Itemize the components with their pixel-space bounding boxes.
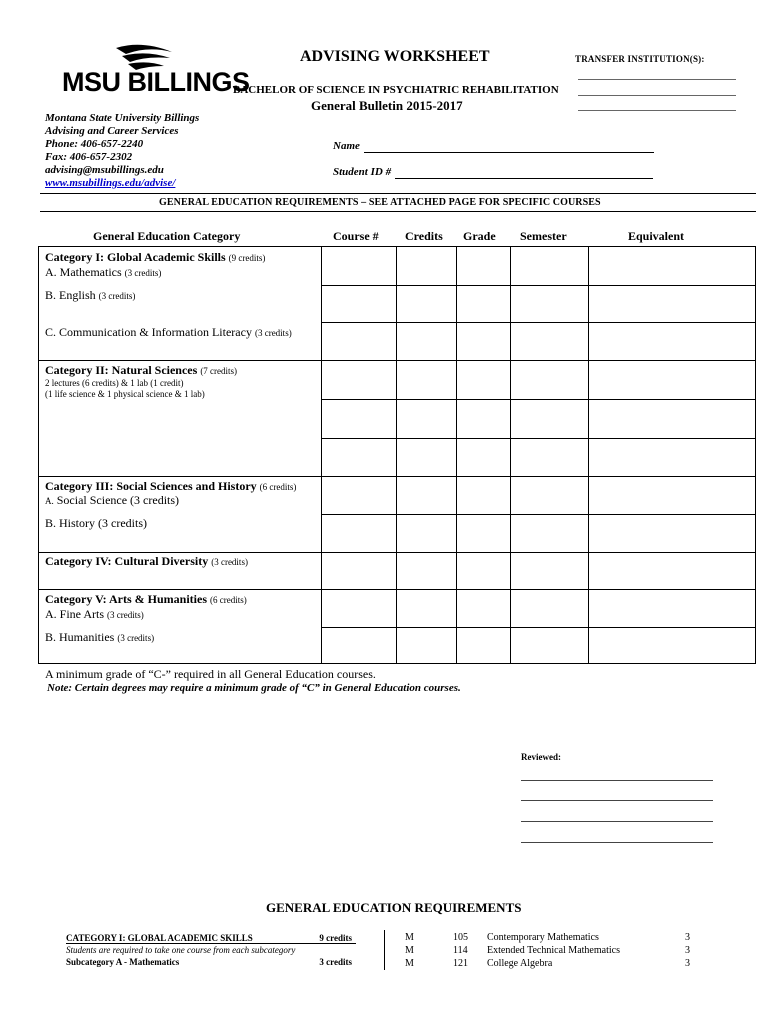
degree-subtitle: BACHELOR OF SCIENCE IN PSYCHIATRIC REHABILITATION: [233, 84, 559, 96]
category-1-a: A. Mathematics (3 credits): [45, 265, 162, 279]
gen-ed-table: [38, 246, 756, 664]
table-col-divider: [456, 247, 457, 663]
col-course: Course #: [333, 229, 379, 243]
contact-university: Montana State University Billings: [45, 112, 200, 124]
reviewed-signature-line[interactable]: [521, 800, 713, 801]
table-col-divider: [588, 247, 589, 663]
col-category: General Education Category: [93, 229, 241, 243]
student-id-row: [333, 166, 653, 179]
category-3-a: A. Social Science (3 credits): [45, 493, 180, 507]
category-1-title: Category I: Global Academic Skills (9 credits): [45, 250, 266, 264]
col-equivalent: Equivalent: [628, 229, 685, 243]
subcategory-a-header: Subcategory A - Mathematics 3 credits: [66, 957, 352, 967]
category-2-detail: (1 life science & 1 physical science & 1 lab): [45, 389, 205, 399]
category-4-title: Category IV: Cultural Diversity (3 credits): [45, 554, 248, 568]
table-row-divider: [321, 322, 755, 323]
category-3-b: B. History (3 credits): [45, 516, 147, 530]
category-1-c: C. Communication & Information Literacy (3 credits): [45, 325, 292, 339]
header-divider: [40, 193, 756, 194]
category-1-instruction: Students are required to take one course from each subcategory: [66, 945, 296, 955]
contact-block: [45, 112, 265, 190]
degree-grade-note: Note: Certain degrees may require a minimum grade of “C” in General Education courses.: [47, 682, 461, 694]
category-1-header: CATEGORY I: GLOBAL ACADEMIC SKILLS 9 credits: [66, 932, 356, 944]
col-semester: Semester: [520, 229, 567, 243]
reviewed-signature-line[interactable]: [521, 842, 713, 843]
transfer-institution-field[interactable]: [578, 79, 736, 80]
category-5-title: Category V: Arts & Humanities (6 credits): [45, 592, 247, 606]
category-1-requirements: [66, 932, 356, 968]
transfer-institution-label: TRANSFER INSTITUTION(S):: [575, 54, 705, 64]
table-row-divider: [321, 438, 755, 439]
category-2-title: Category II: Natural Sciences (7 credits): [45, 363, 238, 377]
transfer-institution-field[interactable]: [578, 110, 736, 111]
contact-office: Advising and Career Services: [45, 125, 179, 137]
table-row-divider: [39, 360, 755, 361]
page-title: ADVISING WORKSHEET: [300, 48, 490, 65]
table-row-divider: [321, 399, 755, 400]
category-1-b: B. English (3 credits): [45, 288, 136, 302]
category-5-a: A. Fine Arts (3 credits): [45, 607, 144, 621]
table-row-divider: [321, 627, 755, 628]
category-2-detail: 2 lectures (6 credits) & 1 lab (1 credit): [45, 378, 184, 388]
column-separator: [384, 930, 385, 970]
col-grade: Grade: [463, 229, 496, 243]
section-divider: [40, 211, 756, 212]
contact-website-link[interactable]: www.msubillings.edu/advise/: [45, 177, 176, 189]
reviewed-label: Reviewed:: [521, 752, 561, 762]
gen-ed-requirements-heading: GENERAL EDUCATION REQUIREMENTS: [266, 900, 522, 915]
table-col-divider: [510, 247, 511, 663]
contact-email: advising@msubillings.edu: [45, 164, 164, 176]
table-row-divider: [39, 589, 755, 590]
table-col-divider: [321, 247, 322, 663]
category-3-title: Category III: Social Sciences and History (6 credits): [45, 479, 297, 493]
contact-fax: Fax: 406-657-2302: [45, 151, 133, 163]
category-5-b: B. Humanities (3 credits): [45, 630, 155, 644]
student-id-label: Student ID #: [333, 166, 392, 178]
msu-billings-logo: [62, 42, 250, 98]
col-credits: Credits: [405, 229, 443, 243]
minimum-grade-note: A minimum grade of “C-” required in all General Education courses.: [45, 667, 376, 681]
name-input[interactable]: [364, 142, 654, 153]
contact-phone: Phone: 406-657-2240: [45, 138, 144, 150]
reviewed-signature-line[interactable]: [521, 821, 713, 822]
reviewed-signature-line[interactable]: [521, 780, 713, 781]
table-row-divider: [39, 552, 755, 553]
name-field-row: [333, 140, 654, 153]
table-col-divider: [396, 247, 397, 663]
bulletin-year: General Bulletin 2015-2017: [311, 98, 463, 113]
section-heading: GENERAL EDUCATION REQUIREMENTS – SEE ATTACHED PAGE FOR SPECIFIC COURSES: [159, 197, 601, 208]
table-row-divider: [39, 476, 755, 477]
name-label: Name: [333, 140, 360, 152]
student-id-input[interactable]: [395, 168, 653, 179]
table-row-divider: [321, 514, 755, 515]
table-row-divider: [321, 285, 755, 286]
logo-text: MSU BILLINGS: [62, 67, 250, 97]
transfer-institution-field[interactable]: [578, 95, 736, 96]
